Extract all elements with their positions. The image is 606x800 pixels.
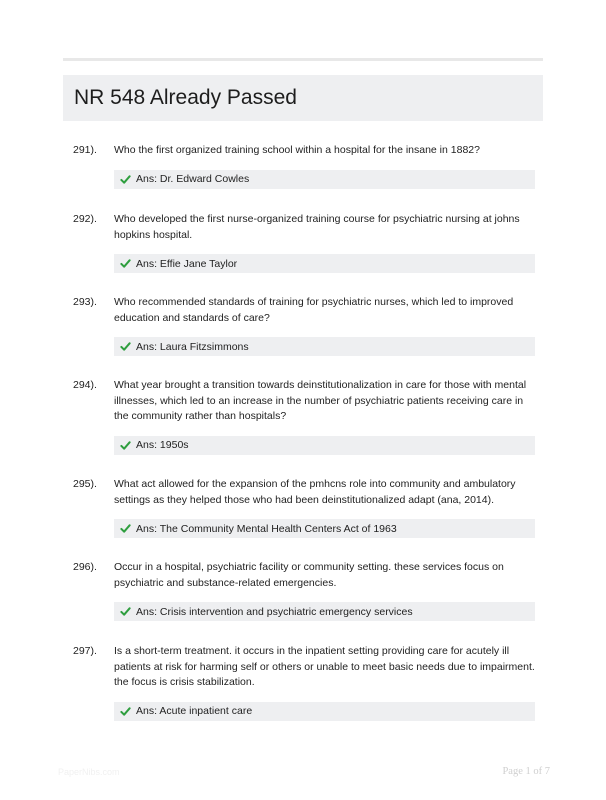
check-icon [120,523,131,534]
answer-text: Ans: Effie Jane Taylor [136,257,238,270]
question-text: Who developed the first nurse-organized training course for psychiatric nursing at johns hopkins hospital. [114,213,520,241]
question-text: What act allowed for the expansion of the pmhcns role into community and ambulatory settings as they helped those who had been deinstitutionalized adapt (ana, 2014). [114,478,516,506]
answer-text: Ans: Crisis intervention and psychiatric emergency services [136,605,413,618]
check-icon [120,258,131,269]
check-icon [120,606,131,617]
answer-text: Ans: 1950s [136,439,189,451]
answer-text: Ans: The Community Mental Health Centers Act of 1963 [136,522,397,535]
answer-box [114,519,535,538]
question-item [73,295,535,356]
question-number: 297). [73,645,97,657]
answer-box [114,337,535,356]
check-icon [120,706,131,717]
answer-text: Ans: Dr. Edward Cowles [136,173,250,185]
answer-text: Ans: Laura Fitzsimmons [136,340,249,353]
question-text: Is a short-term treatment. it occurs in the inpatient setting providing care for acutely ill patients at risk for harming self or others or unable to meet basic needs due to impairment. the focus is crisis stabilization. [114,645,535,688]
question-number: 294). [73,379,97,391]
answer-box [114,702,535,721]
answer-box [114,254,535,273]
question-number: 296). [73,561,97,573]
question-item [73,143,535,189]
answer-text: Ans: Acute inpatient care [136,705,253,717]
answer-box [114,602,535,621]
footer-watermark: PaperNibs.com [58,767,120,777]
answer-box [114,436,535,455]
page-number: Page 1 of 7 [502,766,550,777]
check-icon [120,341,131,352]
question-text: Who recommended standards of training for psychiatric nurses, which led to improved education and standards of care? [114,296,514,324]
question-item [73,560,535,621]
question-number: 292). [73,213,97,225]
answer-box [114,170,535,189]
check-icon [120,440,131,451]
top-divider [63,58,543,61]
question-text: Occur in a hospital, psychiatric facility or community setting. these services focus on psychiatric and substance-related emergencies. [114,561,504,589]
check-icon [120,174,131,185]
question-item [73,644,535,721]
page-title: NR 548 Already Passed [74,86,297,109]
question-number: 291). [73,144,97,156]
question-item [73,378,535,455]
question-item [73,477,535,538]
question-text: Who the first organized training school within a hospital for the insane in 1882? [114,144,480,156]
title-bar [63,75,543,121]
question-number: 293). [73,296,97,308]
question-item [73,212,535,273]
question-text: What year brought a transition towards deinstitutionalization in care for those with mental illnesses, which led to an increase in the number of psychiatric patients receiving care in the community rather than hospitals? [114,379,527,422]
question-number: 295). [73,478,97,490]
